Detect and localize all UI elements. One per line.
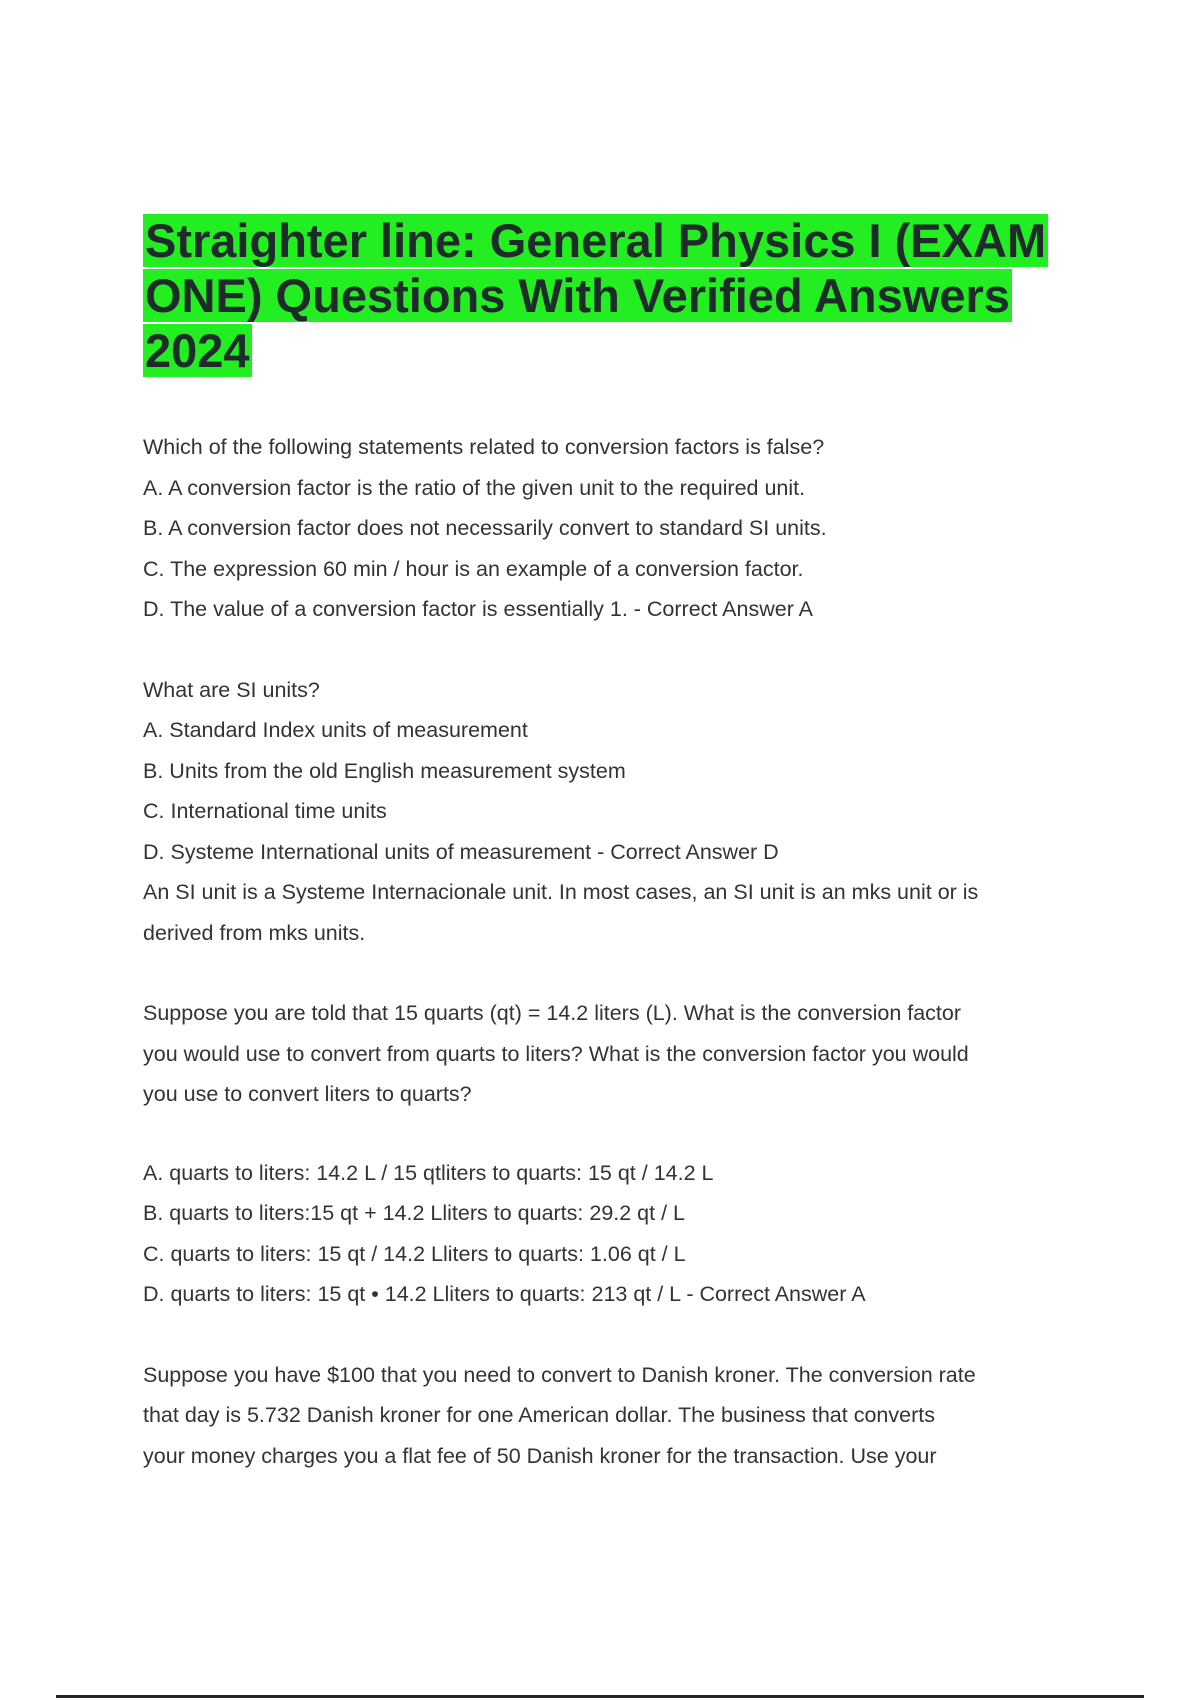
question-3 bbox=[143, 993, 1073, 1315]
question-4-text-line-2: that day is 5.732 Danish kroner for one American dollar. The business that converts bbox=[143, 1403, 935, 1427]
document-title bbox=[143, 213, 1073, 378]
question-2-explanation-line-1: An SI unit is a Systeme Internacionale unit. In most cases, an SI unit is an mks unit or is bbox=[143, 880, 979, 904]
question-1-option-c: C. The expression 60 min / hour is an example of a conversion factor. bbox=[143, 556, 804, 581]
title-highlight: Straighter line: General Physics I (EXAM ONE) Questions With Verified Answers 2024 bbox=[145, 214, 1047, 377]
page-bottom-rule bbox=[56, 1695, 1144, 1698]
question-2-option-c: C. International time units bbox=[143, 799, 387, 823]
question-1-option-b: B. A conversion factor does not necessarily convert to standard SI units. bbox=[143, 516, 827, 540]
question-3-option-b: B. quarts to liters:15 qt + 14.2 Lliters to quarts: 29.2 qt / L bbox=[143, 1201, 685, 1225]
question-1-option-a: A. A conversion factor is the ratio of the given unit to the required unit. bbox=[143, 475, 806, 500]
question-1-text: Which of the following statements related to conversion factors is false? bbox=[143, 435, 825, 459]
question-1-option-d: D. The value of a conversion factor is essentially 1. - Correct Answer A bbox=[143, 597, 813, 621]
question-2 bbox=[143, 670, 1073, 954]
document-body bbox=[143, 427, 1073, 1476]
question-2-option-a: A. Standard Index units of measurement bbox=[143, 718, 528, 742]
question-3-option-c: C. quarts to liters: 15 qt / 14.2 Lliters to quarts: 1.06 qt / L bbox=[143, 1241, 686, 1266]
question-3-option-d: D. quarts to liters: 15 qt • 14.2 Lliters to quarts: 213 qt / L - Correct Answer A bbox=[143, 1282, 866, 1306]
question-2-explanation-line-2: derived from mks units. bbox=[143, 920, 366, 945]
question-4 bbox=[143, 1355, 1073, 1477]
question-3-option-a: A. quarts to liters: 14.2 L / 15 qtliters to quarts: 15 qt / 14.2 L bbox=[143, 1160, 714, 1185]
question-3-text-line-3: you use to convert liters to quarts? bbox=[143, 1082, 472, 1106]
question-4-text-line-3: your money charges you a flat fee of 50 Danish kroner for the transaction. Use your bbox=[143, 1443, 937, 1468]
question-2-option-d: D. Systeme International units of measurement - Correct Answer D bbox=[143, 839, 779, 864]
question-4-text-line-1: Suppose you have $100 that you need to convert to Danish kroner. The conversion rate bbox=[143, 1362, 976, 1387]
question-1 bbox=[143, 427, 1073, 630]
question-2-option-b: B. Units from the old English measurement system bbox=[143, 758, 626, 783]
question-3-text-line-2: you would use to convert from quarts to liters? What is the conversion factor you would bbox=[143, 1041, 969, 1066]
question-3-text-line-1: Suppose you are told that 15 quarts (qt) = 14.2 liters (L). What is the conversion factor bbox=[143, 1001, 962, 1025]
question-2-text: What are SI units? bbox=[143, 677, 320, 702]
